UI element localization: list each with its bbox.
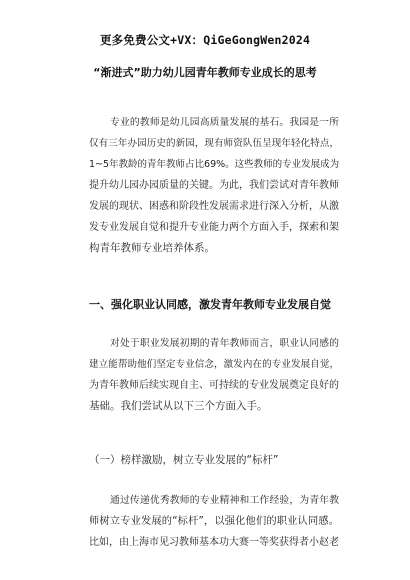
- paragraph-line: 基础。我们尝试从以下三个方面入手。: [89, 400, 268, 412]
- paragraph-line: 发专业发展自觉和提升专业能力两个方面入手，探索和架: [89, 222, 339, 233]
- paragraph-line: 提升幼儿园办园质量的关键。为此，我们尝试对青年教师: [89, 180, 339, 191]
- paragraph-line: 师树立专业发展的“标杆”，以强化他们的职业认同感。: [89, 515, 339, 527]
- section-heading: 一、强化职业认同感，激发青年教师专业发展自觉: [89, 298, 331, 311]
- section-paragraph: [89, 333, 339, 417]
- paragraph-line: 发展的现状、困惑和阶段性发展需求进行深入分析，从激: [89, 201, 339, 212]
- paragraph-line: 建立能帮助他们坚定专业信念，激发内在的专业发展自觉，: [89, 359, 339, 370]
- paragraph-line: 为青年教师后续实现自主、可持续的专业发展奠定良好的: [89, 380, 339, 391]
- paragraph-line: 对处于职业发展初期的青年教师而言，职业认同感的: [110, 338, 339, 349]
- document-title: “渐进式”助力幼儿园青年教师专业成长的思考: [93, 66, 317, 79]
- paragraph-line: 比如，由上海市见习教师基本功大赛一等奖获得者小赵老: [89, 537, 339, 548]
- header-note: 更多免费公文+VX：QiGeGongWen2024: [99, 33, 311, 47]
- paragraph-line: 通过传递优秀教师的专业精神和工作经验，为青年教: [110, 495, 339, 506]
- paragraph-line: 1~5年教龄的青年教师占比69%。这些教师的专业发展成为: [89, 159, 339, 170]
- paragraph-line: 仅有三年办园历史的新园，现有师资队伍呈现年轻化特点，: [89, 138, 339, 149]
- paragraph-line: 专业的教师是幼儿园高质量发展的基石。我园是一所: [110, 117, 339, 128]
- subsection-paragraph: [89, 490, 339, 553]
- paragraph-line: 构青年教师专业培养体系。: [89, 242, 215, 254]
- subsection-heading: （一）榜样激励，树立专业发展的“标杆”: [89, 454, 279, 466]
- intro-paragraph: [89, 112, 339, 259]
